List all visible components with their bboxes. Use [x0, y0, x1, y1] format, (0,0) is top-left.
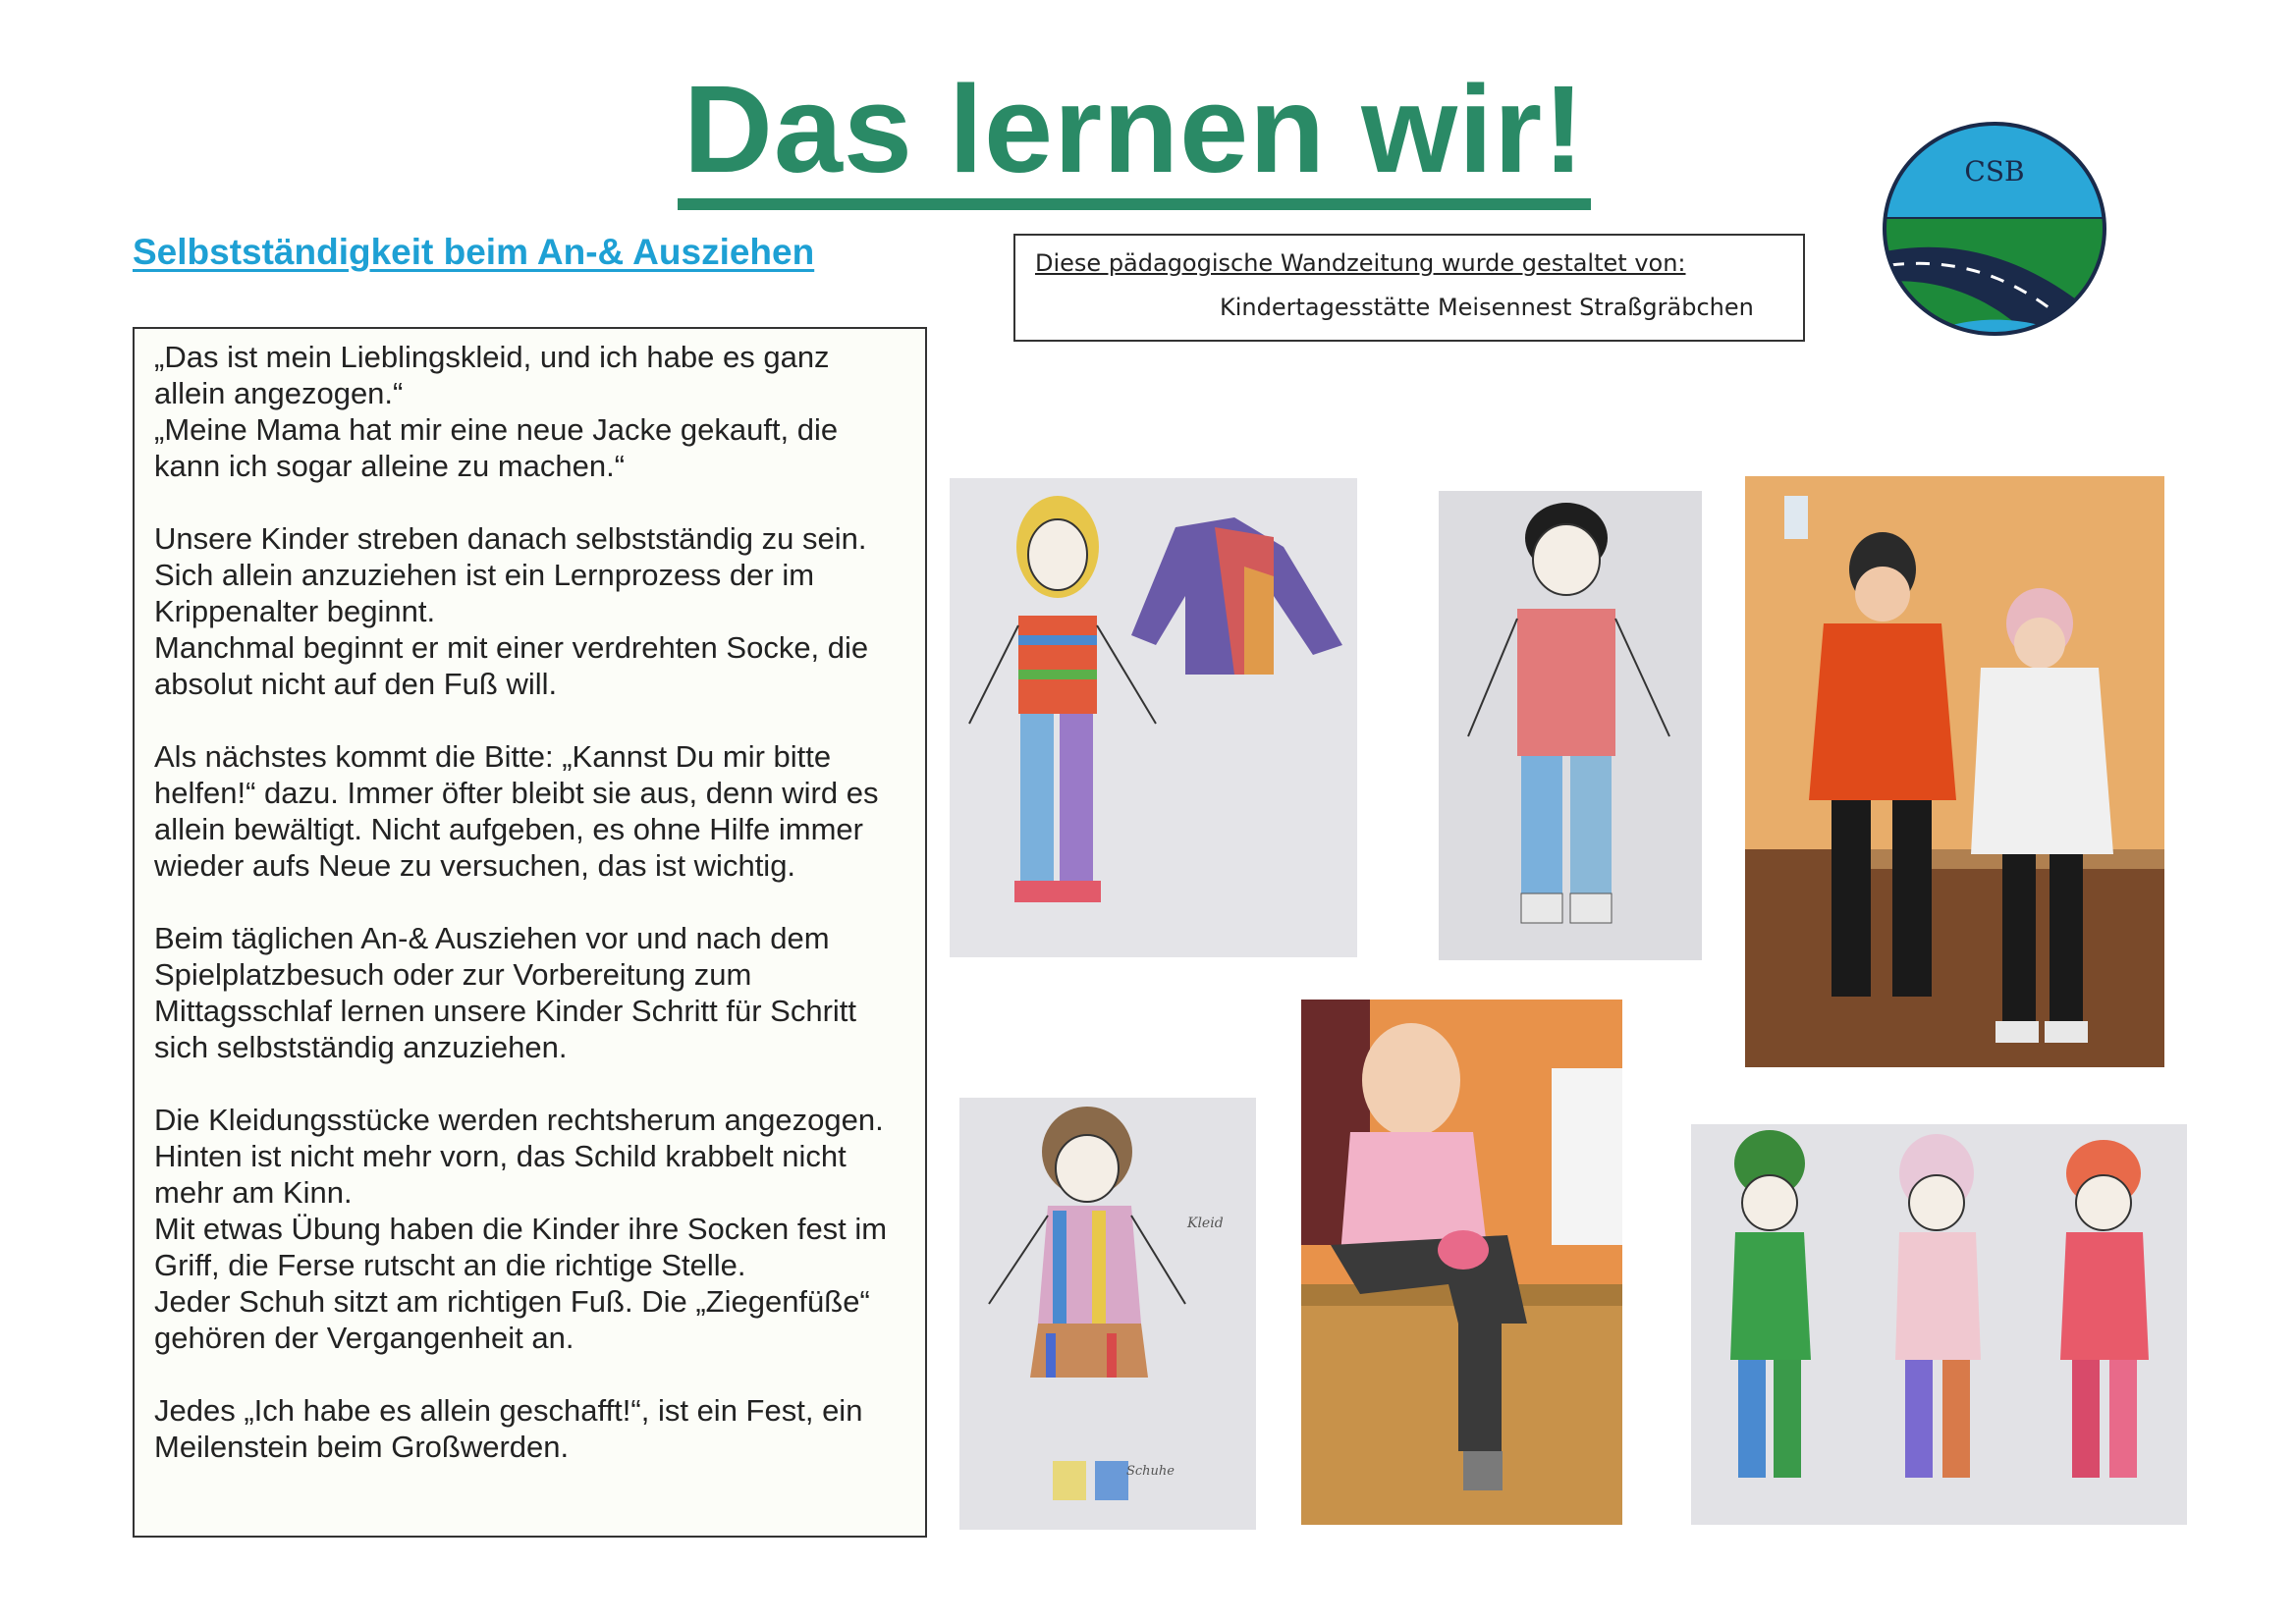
drawings-three-children	[1691, 1124, 2187, 1525]
paragraph-intro: Unsere Kinder streben danach selbstständig zu sein. Sich allein anzuziehen ist ein Lernprozess der im Krippenalter beginnt. Manchmal beginnt er mit einer verdrehten Socke, die absolut nicht auf den Fuß will.	[154, 521, 869, 701]
paragraph-milestone: Jedes „Ich habe es allein geschafft!“, ist ein Fest, ein Meilenstein beim Großwerden.	[154, 1393, 863, 1464]
paragraph-clothing: Die Kleidungsstücke werden rechtsherum angezogen. Hinten ist nicht mehr vorn, das Schild krabbelt nicht mehr am Kinn. Mit etwas Übung haben die Kinder ihre Socken fest im Griff, die Ferse rutscht an die richtige Stelle. Jeder Schuh sitzt am richtigen Fuß. Die „Ziegenfüße“ gehören der Vergangenheit an.	[154, 1103, 888, 1355]
page-title: Das lernen wir!	[678, 61, 1591, 210]
drawing-girl-with-jacket	[950, 478, 1357, 957]
paragraph-help: Als nächstes kommt die Bitte: „Kannst Du mir bitte helfen!“ dazu. Immer öfter bleibt sie aus, denn wird es allein bewältigt. Nicht aufgeben, es ohne Hilfe immer wieder aufs Neue zu versuchen, das ist wichtig.	[154, 739, 879, 883]
credit-organization: Kindertagesstätte Meisennest Straßgräbchen	[1220, 294, 1754, 321]
credit-intro: Diese pädagogische Wandzeitung wurde gestaltet von:	[1035, 249, 1686, 277]
drawing-girl-with-dress	[959, 1098, 1256, 1530]
logo-text: CSB	[1964, 155, 2025, 188]
drawing-boy	[1439, 491, 1702, 960]
section-heading: Selbstständigkeit beim An-& Ausziehen	[133, 232, 815, 272]
kita-logo	[1881, 120, 2108, 338]
label-schuhe: Schuhe	[1126, 1464, 1175, 1479]
paragraph-daily: Beim täglichen An-& Ausziehen vor und nach dem Spielplatzbesuch oder zur Vorbereitung zum Mittagsschlaf lernen unsere Kinder Schritt für Schritt sich selbstständig anzuziehen.	[154, 921, 857, 1064]
credit-box	[1013, 234, 1805, 342]
photo-toddler-with-sock	[1301, 1000, 1622, 1525]
label-kleid: Kleid	[1187, 1216, 1224, 1231]
photo-children-in-jackets	[1745, 476, 2164, 1067]
paragraph-quotes: „Das ist mein Lieblingskleid, und ich habe es ganz allein angezogen.“ „Meine Mama hat mir eine neue Jacke gekauft, die kann ich sogar alleine zu machen.“	[154, 340, 839, 483]
body-text-box	[133, 327, 927, 1538]
